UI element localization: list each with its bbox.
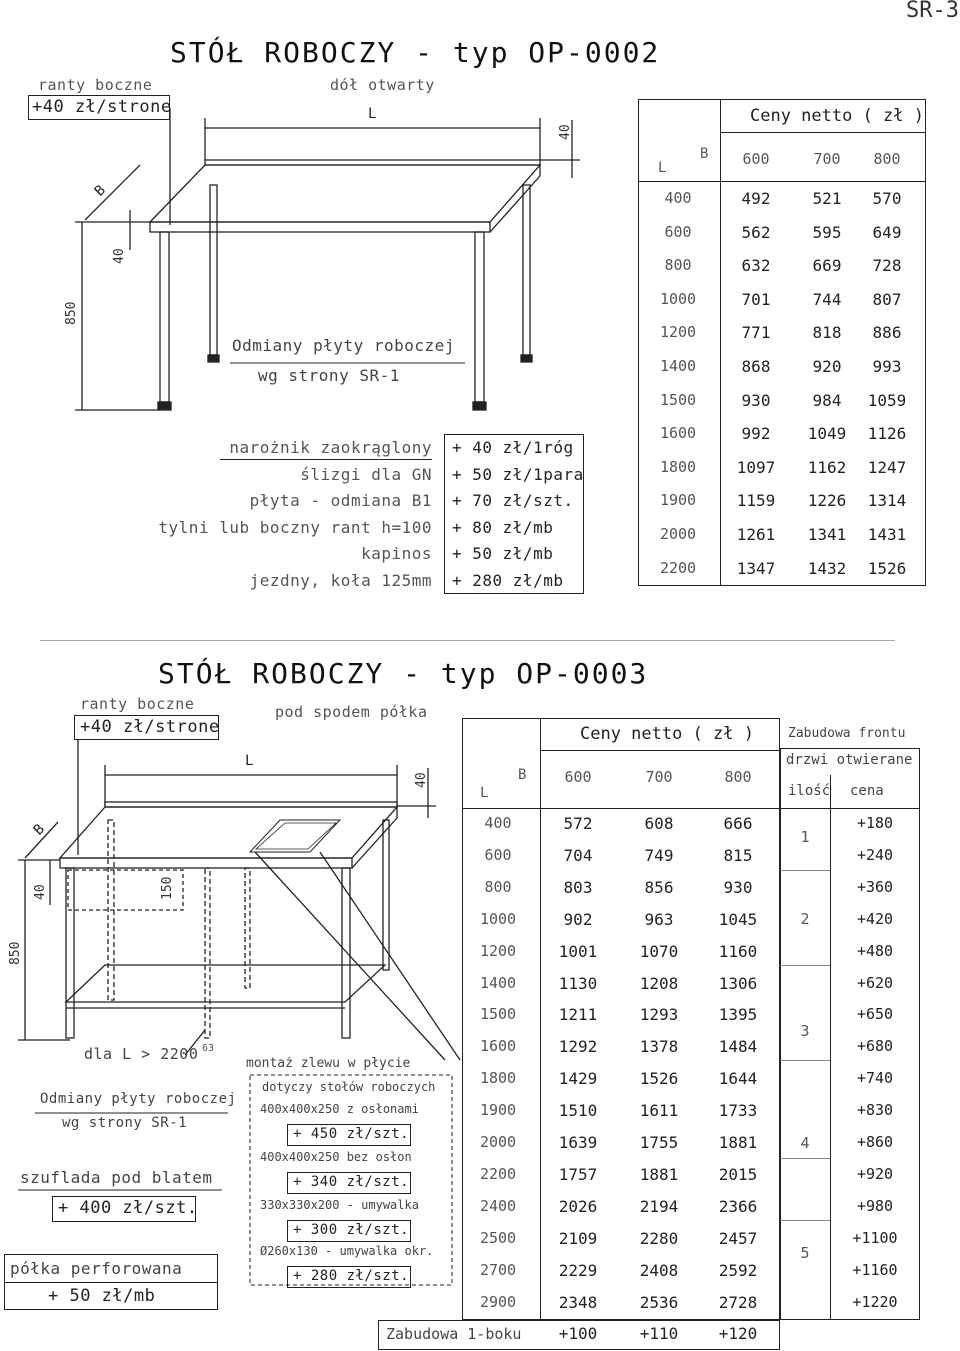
op3-price-cell: 1292 (558, 1037, 598, 1057)
op2-price-cell: 818 (812, 323, 842, 343)
op2-side-label: ranty boczne (38, 76, 153, 94)
op3-price-cell: 2728 (718, 1292, 758, 1312)
op3-table-sep (540, 750, 780, 751)
op3-front-price: +420 (856, 909, 894, 928)
op3-sink-label: 330x330x200 - umywalka (260, 1198, 419, 1212)
op3-price-cell: 856 (644, 877, 674, 897)
op3-price-cell: 1526 (639, 1069, 679, 1089)
op3-price-cell: 2280 (639, 1228, 679, 1248)
op3-price-cell: 2457 (718, 1228, 758, 1248)
op3-row-L: 2200 (479, 1164, 517, 1183)
op3-price-cell: 1160 (718, 941, 758, 961)
op3-front-price: +1100 (852, 1228, 898, 1247)
op3-price-cell: 1045 (718, 909, 758, 929)
op3-front-qty-label: ilość (788, 783, 831, 799)
op2-option-price: + 50 zł/1para (452, 464, 584, 484)
op2-price-cell: 771 (741, 323, 771, 343)
op2-dim-850: 850 (64, 301, 79, 325)
op2-price-cell: 1247 (867, 457, 907, 477)
op3-price-cell: 608 (644, 814, 674, 833)
op2-price-cell: 1159 (736, 491, 776, 511)
op3-row-L: 2000 (479, 1133, 517, 1151)
op2-price-cell: 1341 (807, 525, 847, 544)
op3-price-cell: 1306 (718, 973, 758, 993)
op2-price-cell: 632 (741, 256, 771, 276)
op2-row-L: 1400 (659, 357, 697, 375)
op3-row-L: 1000 (479, 909, 517, 928)
op2-price-cell: 930 (741, 390, 771, 410)
op3-row-L: 2700 (479, 1260, 517, 1279)
op3-dim-150: 150 (160, 876, 175, 900)
op3-price-cell: 2109 (558, 1228, 598, 1248)
op2-option-price: + 40 zł/1róg (452, 438, 574, 457)
op3-title: STÓŁ ROBOCZY - typ OP-0003 (158, 657, 649, 690)
op3-subtitle: pod spodem półka (275, 703, 428, 721)
op3-price-cell: 1484 (718, 1037, 758, 1057)
op2-col-header: 600 (742, 150, 770, 168)
op2-row-L: 2000 (659, 525, 697, 543)
op3-col-header: 600 (564, 768, 592, 786)
op3-price-cell: 2348 (558, 1292, 598, 1312)
op2-option-price: + 70 zł/szt. (452, 491, 574, 510)
op2-title: STÓŁ ROBOCZY - typ OP-0002 (170, 36, 661, 69)
op2-price-cell: 595 (812, 222, 842, 242)
op3-front-qty: 4 (800, 1134, 810, 1152)
op3-drawer-label: szuflada pod blatem (20, 1168, 213, 1187)
op2-row-L: 400 (664, 189, 692, 207)
op3-variants-line1: Odmiany płyty roboczej (40, 1091, 237, 1107)
op2-subtitle: dół otwarty (330, 76, 435, 94)
op3-sink-price: + 450 zł/szt. (293, 1126, 410, 1142)
op2-price-cell: 1097 (736, 457, 776, 477)
op3-row-L: 1200 (479, 941, 517, 960)
op2-price-cell: 521 (812, 189, 842, 208)
op2-price-cell: 669 (812, 256, 842, 276)
op2-corner-B: B (700, 146, 709, 162)
op3-front-group-sep (780, 965, 830, 966)
op2-price-cell: 993 (872, 357, 902, 376)
op3-price-cell: 666 (723, 814, 753, 833)
op3-side-label: ranty boczne (80, 695, 195, 713)
op2-option-label: narożnik zaokrąglony (229, 438, 432, 457)
op2-price-cell: 1347 (736, 558, 776, 578)
op3-sink-label: 400x400x250 z osłonami (260, 1102, 419, 1116)
op3-front-price: +650 (856, 1005, 894, 1024)
op2-option-label: płyta - odmiana B1 (249, 491, 432, 510)
op3-dim-L: L (245, 753, 254, 769)
op2-dim-40-side: 40 (112, 248, 127, 264)
op3-price-cell: 1639 (558, 1133, 598, 1152)
op3-price-cell: 1211 (558, 1005, 598, 1025)
op3-row-L: 2500 (479, 1228, 517, 1247)
op3-front-head-sep (780, 808, 920, 809)
op3-row-L: 1500 (479, 1005, 517, 1024)
op3-front-price: +740 (856, 1069, 894, 1088)
op3-front-group-sep (780, 1220, 830, 1221)
op3-price-cell: 1001 (558, 941, 598, 961)
op2-option-label: tylni lub boczny rant h=100 (158, 517, 432, 537)
op3-front-price-label: cena (850, 783, 884, 799)
op3-row-L: 800 (484, 877, 512, 896)
op2-price-cell: 570 (872, 189, 902, 208)
op3-dim-40-top: 40 (414, 772, 429, 788)
op3-price-cell: 803 (563, 877, 593, 897)
op3-front-qty: 5 (800, 1244, 810, 1262)
op2-option-price: + 80 zł/mb (452, 517, 554, 537)
op3-price-cell: 1757 (558, 1164, 598, 1184)
op3-side-boards-label: Zabudowa 1-boku (386, 1325, 522, 1343)
op3-front-group-sep (780, 1158, 830, 1159)
op3-price-cell: 1733 (718, 1101, 758, 1121)
op3-row-L: 1800 (479, 1069, 517, 1088)
op3-shelf-label: półka perforowana (10, 1259, 183, 1278)
op3-front-price: +480 (856, 941, 894, 960)
op3-row-L: 2900 (479, 1292, 517, 1311)
op3-price-cell: 1429 (558, 1069, 598, 1089)
op3-price-cell: 2194 (639, 1196, 679, 1216)
op3-price-cell: 1510 (558, 1101, 598, 1121)
op2-corner-L: L (658, 160, 667, 176)
op3-sink-price: + 340 zł/szt. (293, 1174, 410, 1190)
op2-price-table-title: Ceny netto ( zł ) (750, 106, 924, 126)
op2-price-cell: 649 (872, 222, 902, 242)
op3-front-price: +180 (856, 814, 894, 832)
op3-row-L: 600 (484, 845, 512, 864)
op3-front-price: +920 (856, 1164, 894, 1183)
op3-dim-63: 63 (202, 1043, 215, 1054)
op3-price-cell: 1881 (718, 1133, 758, 1152)
op3-price-cell: 2408 (639, 1260, 679, 1280)
op2-col-header: 800 (873, 150, 901, 168)
op2-price-cell: 868 (741, 357, 771, 376)
op2-row-L: 1000 (659, 289, 697, 308)
op3-sink-price: + 300 zł/szt. (293, 1222, 410, 1238)
op2-price-cell: 1059 (867, 390, 907, 410)
op2-price-cell: 1162 (807, 457, 847, 477)
op3-price-cell: 2015 (718, 1164, 758, 1184)
op3-variants-line2: wg strony SR-1 (62, 1115, 188, 1131)
op3-front-group-sep (780, 1060, 830, 1061)
op3-front-price: +620 (856, 973, 894, 992)
op3-front-price: +240 (856, 845, 894, 864)
op3-side-board-price: +120 (718, 1324, 758, 1343)
op3-front-qty: 2 (800, 910, 810, 928)
op3-front-price: +830 (856, 1101, 894, 1120)
op2-variants-line1: Odmiany płyty roboczej (232, 336, 455, 355)
op2-option-label: jezdny, koła 125mm (249, 570, 432, 590)
op3-col-header: 700 (645, 768, 673, 786)
op2-price-cell: 701 (741, 289, 771, 309)
op3-price-cell: 1378 (639, 1037, 679, 1057)
op2-dim-B: B (91, 182, 109, 200)
op2-dim-L: L (368, 106, 377, 122)
op3-price-cell: 963 (644, 909, 674, 929)
op3-dim-B: B (30, 821, 48, 839)
op2-price-cell: 562 (741, 222, 771, 242)
op3-front-price: +980 (856, 1196, 894, 1215)
op2-row-L: 1800 (659, 457, 697, 476)
op3-price-cell: 2536 (639, 1292, 679, 1312)
op3-price-cell: 2366 (718, 1196, 758, 1216)
op3-price-cell: 1208 (639, 973, 679, 993)
op2-row-L: 2200 (659, 558, 697, 577)
op2-option-label: kapinos (361, 544, 432, 563)
op3-shelf-sep (4, 1282, 218, 1283)
op2-option-label: ślizgi dla GN (300, 464, 432, 484)
op3-price-cell: 1070 (639, 941, 679, 961)
op3-sink-label: Ø260x130 - umywalka okr. (260, 1244, 434, 1258)
op2-col-header: 700 (813, 150, 841, 168)
op3-price-cell: 749 (644, 845, 674, 865)
op3-front-group-sep (780, 870, 830, 871)
op3-sink-title: montaż zlewu w płycie (246, 1056, 411, 1071)
op3-sink-subtitle: dotyczy stołów roboczych (262, 1080, 436, 1094)
op3-note-long: dla L > 2200 (84, 1045, 199, 1063)
op3-sink-price: + 280 zł/szt. (293, 1268, 410, 1284)
sheet-id: SR-3 (906, 0, 959, 23)
op3-drawer-price: + 400 zł/szt. (58, 1198, 198, 1218)
op3-corner-B: B (518, 767, 527, 783)
op3-price-cell: 2229 (558, 1260, 598, 1280)
op2-price-cell: 1126 (867, 424, 907, 444)
op3-row-L: 1600 (479, 1037, 517, 1056)
op2-price-cell: 1049 (807, 424, 847, 444)
op2-dim-40-top: 40 (558, 124, 573, 140)
op3-table-head-sep (462, 808, 780, 809)
op3-sink-label: 400x400x250 bez osłon (260, 1150, 412, 1164)
op2-price-cell: 744 (812, 289, 842, 309)
op2-price-cell: 1526 (867, 558, 907, 578)
op2-row-L: 800 (664, 256, 692, 275)
op3-price-cell: 704 (563, 845, 593, 865)
op2-price-cell: 920 (812, 357, 842, 376)
op3-price-cell: 2592 (718, 1260, 758, 1280)
op3-price-cell: 1130 (558, 973, 598, 993)
op3-front-col-sep (830, 775, 831, 1320)
op3-front-title: Zabudowa frontu (788, 726, 906, 741)
op3-side-board-price: +100 (558, 1324, 598, 1343)
op3-price-cell: 1395 (718, 1005, 758, 1025)
op2-price-cell: 1261 (736, 525, 776, 544)
op3-price-cell: 1611 (639, 1101, 679, 1121)
op3-dim-40-side: 40 (33, 884, 48, 900)
op2-row-L: 600 (664, 222, 692, 241)
op2-option-price: + 280 zł/mb (452, 570, 564, 590)
op3-front-price: +1220 (852, 1292, 898, 1311)
op2-price-cell: 1431 (867, 525, 907, 544)
op2-price-cell: 984 (812, 390, 842, 410)
op2-price-cell: 807 (872, 289, 902, 309)
op3-side-board-price: +110 (639, 1324, 679, 1343)
op3-price-table-title: Ceny netto ( zł ) (580, 724, 754, 744)
op2-row-L: 1200 (659, 323, 697, 342)
op2-price-cell: 1226 (807, 491, 847, 511)
op3-row-L: 2400 (479, 1196, 517, 1215)
op3-dim-850: 850 (8, 941, 23, 965)
op2-side-price: +40 zł/strone (32, 97, 172, 117)
op2-price-cell: 1432 (807, 558, 847, 578)
op2-price-cell: 492 (741, 189, 771, 208)
op3-row-L: 1900 (479, 1101, 517, 1120)
op3-shelf-price: + 50 zł/mb (48, 1286, 156, 1306)
op3-price-cell: 2026 (558, 1196, 598, 1216)
op3-front-qty: 3 (800, 1022, 810, 1040)
op3-price-cell: 1755 (639, 1133, 679, 1152)
op3-price-cell: 930 (723, 877, 753, 897)
op2-option-price: + 50 zł/mb (452, 544, 554, 563)
op3-front-price: +860 (856, 1133, 894, 1151)
op3-corner-L: L (480, 785, 489, 801)
op2-price-cell: 886 (872, 323, 902, 343)
op3-price-cell: 1881 (639, 1164, 679, 1184)
op3-price-cell: 572 (563, 814, 593, 833)
op3-price-cell: 902 (563, 909, 593, 929)
op3-front-price: +680 (856, 1037, 894, 1056)
op3-front-price: +360 (856, 877, 894, 896)
op3-front-qty: 1 (800, 828, 810, 846)
op2-variants-line2: wg strony SR-1 (258, 366, 400, 385)
op3-price-cell: 815 (723, 845, 753, 865)
op2-row-L: 1900 (659, 491, 697, 510)
op2-price-cell: 992 (741, 424, 771, 444)
op2-price-cell: 1314 (867, 491, 907, 511)
op3-price-cell: 1644 (718, 1069, 758, 1089)
op2-row-L: 1500 (659, 390, 697, 409)
op3-row-L: 1400 (479, 973, 517, 992)
op3-front-price: +1160 (852, 1260, 898, 1279)
op3-front-doors-label: drzwi otwierane (786, 752, 913, 768)
op3-price-cell: 1293 (639, 1005, 679, 1025)
op3-side-price: +40 zł/strone (80, 717, 220, 737)
op2-price-cell: 728 (872, 256, 902, 276)
op3-col-header: 800 (724, 768, 752, 786)
op3-row-L: 400 (484, 814, 512, 832)
op2-row-L: 1600 (659, 424, 697, 443)
